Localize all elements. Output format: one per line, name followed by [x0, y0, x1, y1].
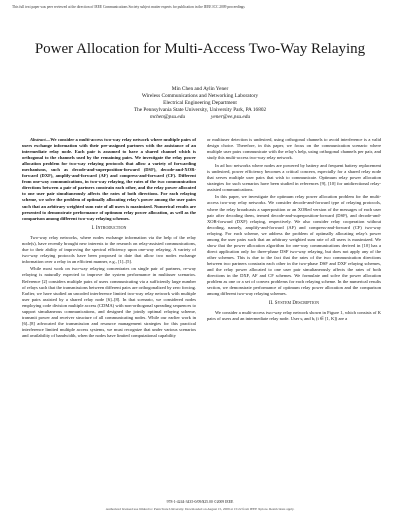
intro-paragraph: In this paper, we investigate the optimum relay power allocation problem for the multi-access two-way relay networks. We consider decode-and-forward type of relaying protocols, where the relay broadcasts a superposition or an XORed version of the messages of each user pair after decoding them, termed decode-and-superposition-forward (DSF), and decode-and-XOR-forward (DXF) relaying, respectively. We also consider relay cooperation without decoding, namely, amplify-and-forward (AF) and compress-and-forward (CF) two-way relaying. For each scheme, we address the problem of optimally allocating relay's power among the user pairs such that an arbitrary weighted sum rate of all users is maximized. We show that the power allocation algorithm for one-way communications derived in [10] has a direct application only for three-phase DSF two-way relaying, but does not apply any of the other schemes. This is due to the fact that the rates of the two communication directions between two partners constrain each other in the two-phase DSF and DXF relaying schemes, and the relay power allocated to one user pair simultaneously affects the rates of both directions in the DXF, AF and CF schemes. We formulate and solve the power allocation problem as one or a set of convex problems for each relaying scheme. In the numerical results section, we demonstrate performance of optimum relay power allocation and the comparison among different two-way relaying schemes.	[207, 194, 381, 297]
section-heading-system-description: II. System Description	[268, 301, 320, 307]
intro-paragraph: Two-way relay networks, where nodes exchange information via the help of the relay node(s), have recently brought new interests to the research on relay-assisted communications, due to their ability of improving the spectral efficiency upon one-way relaying. A variety of two-way relaying protocols have been proposed to date that allow two nodes exchange information over a relay in an efficient manner, e.g., [1]–[5].	[22, 234, 196, 264]
intro-paragraph: In ad hoc networks where nodes are powered by battery and frequent battery replacement is undesired, power efficiency becomes a critical concern, especially for a shared relay node that serves multiple user pairs that wish to communicate. Optimum relay power allocation strategies for such scenarios have been studied in references [9], [10] for unidirectional relay-assisted communications.	[207, 162, 381, 192]
intro-paragraph: While most work on two-way relaying concentrates on single pair of partners, re-way relaying is naturally expected to improve the system performance in multiuser scenarios. Reference [2] considers multiple pairs of users communicating via a sufficiently large number of relays such that the transmissions between different pairs are orthogonalized by zero forcing. Earlier, we have studied an uncoded interference limited two-way relay network with multiple user pairs assisted by a shared relay node [6]–[8]. In that scenario, we considered nodes employing code division multiple access (CDMA) with non-orthogonal spreading sequences to support simultaneous communications, and designed the jointly optimal relaying scheme, transmit power and receiver structure of all communicating nodes. While our earlier work in [6]–[8] advocated the transmission and resource management strategies for this practical interference limited multiple access systems, we must recognize that under various scenarios and availability of bandwidth, when the nodes have limited computational capability	[22, 266, 196, 338]
system-paragraph: We consider a multi-access two-way relay network shown in Figure 1, which consists of K pairs of users and an intermediate relay node. User sᵢ and bᵢ (i ∈ [1, K]) are a	[207, 310, 381, 322]
paper-title: Power Allocation for Multi-Access Two-Way Relaying	[34, 41, 366, 57]
footer-license: Authorized licensed use limited to: Penn State University. Downloaded on August 15, 2009 at 15:22 from IEEE Xplore. Restrictions apply.	[105, 507, 295, 511]
section-heading-introduction: I. Introduction	[91, 225, 127, 231]
footer-isbn: 978-1-4244-3435-0/09/$25.00 ©2009 IEEE	[166, 500, 234, 504]
abstract-label: Abstract	[30, 137, 46, 142]
author-email-2: yener@ee.psu.edu	[211, 114, 251, 120]
author-names: Min Chen and Aylin Yener	[171, 86, 229, 92]
author-block	[60, 86, 340, 121]
left-column	[22, 137, 196, 341]
author-lab: Wireless Communications and Networking Laboratory	[141, 93, 259, 99]
abstract-text: We consider a multi-access two-way relay network where multiple pairs of users exchange information with their pre-assigned partners with the assistance of an intermediate relay node. Each pair is assumed to have a shared channel which is orthogonal to the channels used by the remaining pairs. We investigate the relay power allocation problem for two-way relaying protocols that allow a variety of forwarding mechanisms, such as decode-and-superposition-forward (DSF), decode-and-XOR-forward (DXF), amplify-and-forward (AF) and compress-and-forward (CF). Different from one-way communications, in two-way relaying, the rates of the two communication directions between a pair of partners constrain each other, and the relay power allocated to one user pair simultaneously affects the rates of both directions. For each relaying scheme, we solve the problem of optimally allocating relay's power among the user pairs such that an arbitrary weighted sum rate of all users is maximized. Numerical results are presented to demonstrate performance of optimum relay power allocation, as well as the comparison among different two-way relaying schemes.	[22, 137, 196, 221]
author-university: The Pennsylvania State University, University Park, PA 16802	[133, 107, 267, 113]
intro-paragraph: or multiuser detection is undesired, using orthogonal channels to avoid interference is a valid design choice. Therefore, in this paper, we focus on the communication scenario where multiple user pairs communicate with the relay's help, using orthogonal channels per pair, and study this multi-access two-way relay network.	[207, 137, 381, 161]
abstract: Abstract—We consider a multi-access two-way relay network where multiple pairs of users exchange information with their pre-assigned partners with the assistance of an intermediate relay node. Each pair is assumed to have a shared channel which is orthogonal to the channels used by the remaining pairs. We investigate the relay power allocation problem for two-way relaying protocols that allow a variety of forwarding mechanisms, such as decode-and-superposition-forward (DSF), decode-and-XOR-forward (DXF), amplify-and-forward (AF) and compress-and-forward (CF). Different from one-way communications, in two-way relaying, the rates of the two communication directions between a pair of partners constrain each other, and the relay power allocated to one user pair simultaneously affects the rates of both directions. For each relaying scheme, we solve the problem of optimally allocating relay's power among the user pairs such that an arbitrary weighted sum rate of all users is maximized. Numerical results are presented to demonstrate performance of optimum relay power allocation, as well as the comparison among different two-way relaying schemes.	[22, 137, 196, 221]
author-emails	[60, 114, 340, 121]
peer-review-note: This full text paper was peer reviewed at the direction of IEEE Communications Society subject matter experts for publication in the IEEE ICC 2009 proceedings	[12, 5, 245, 9]
right-column	[207, 137, 381, 324]
author-email-1: mchen@psu.edu	[149, 114, 186, 120]
author-dept: Electrical Engineering Department	[163, 100, 237, 106]
